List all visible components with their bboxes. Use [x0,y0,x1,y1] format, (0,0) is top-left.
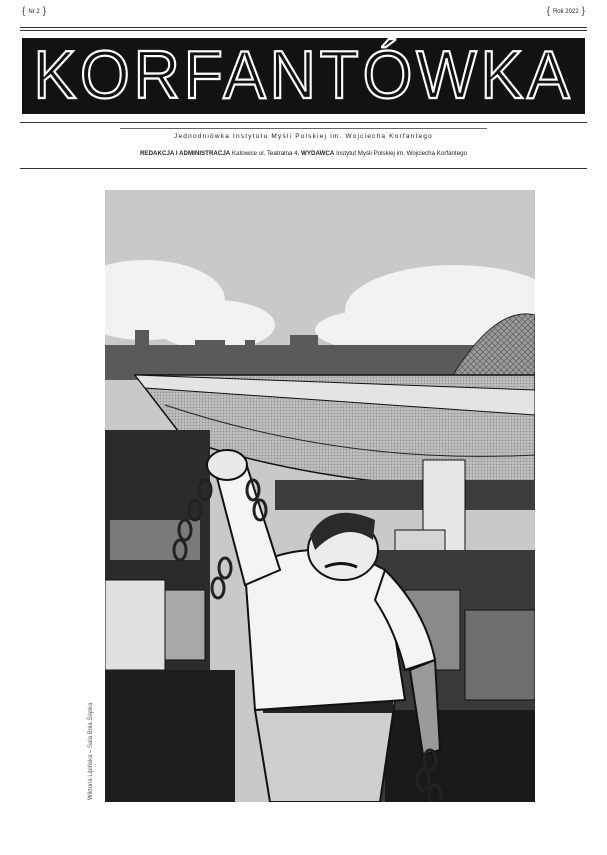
top-rule [20,27,587,28]
bracket-left-icon: { [546,6,550,17]
issue-number-badge [22,6,46,17]
editorial-line [0,150,607,157]
masthead-title: KORFANTÓWKA [33,38,574,113]
cover-illustration-svg [105,190,535,802]
redakcja-label: REDAKCJA I ADMINISTRACJA [139,150,231,157]
masthead [22,38,585,114]
bracket-right-icon: } [581,6,585,17]
bracket-right-icon: } [42,6,47,17]
subtitle-rule [120,128,487,129]
top-rule-thin [20,30,587,31]
issue-year: Rok 2022 [552,8,579,15]
redakcja-value: Katowice ul. Teatralna 4, [232,150,300,157]
wydawca-label: WYDAWCA [301,150,335,157]
wydawca-value: Instytut Myśli Polskiej im. Wojciecha Korfantego [336,150,468,157]
issue-number: Nr 2 [28,8,40,15]
masthead-title-graphic [22,38,585,114]
masthead-bottom-rule [20,122,587,123]
bracket-left-icon: { [22,6,26,17]
issue-year-badge [547,6,585,17]
illustration-credit: Wiktoria Lipińska – Sala Bola Śląska [88,702,94,800]
cover-illustration [105,190,535,802]
header-bottom-rule [20,168,587,169]
subtitle: Jednodniówka Instytutu Myśli Polskiej im. Wojciecha Korfantego [174,133,433,140]
